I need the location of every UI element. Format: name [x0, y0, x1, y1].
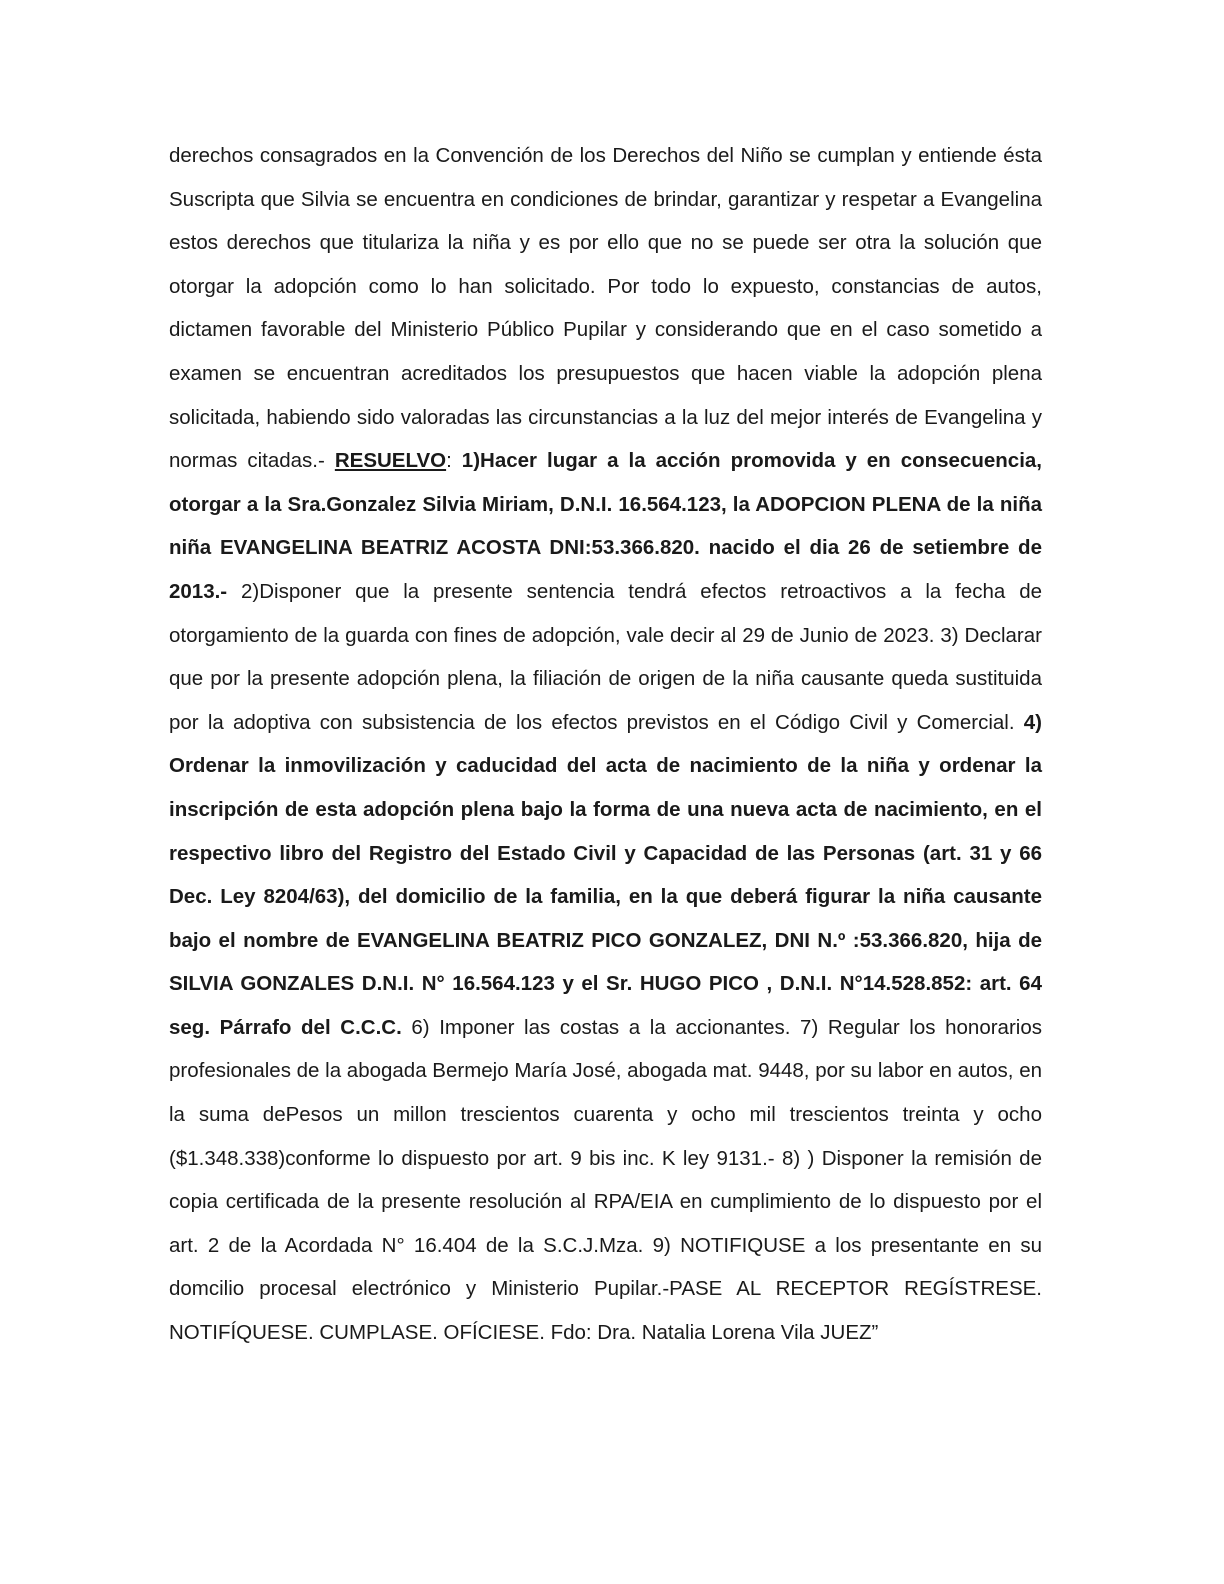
resuelvo-heading — [335, 449, 446, 472]
ruling-item-1: 1)Hacer lugar a la acción promovida y en consecuencia, otorgar a la Sra.Gonzalez Silvia Miriam, D.N.I. 16.564.123, la ADOPCION PLENA de la niña niña EVANGELINA BEATRIZ ACOSTA DNI:53.366.820. nacido el dia 26 de setiembre de 2013.- — [169, 449, 1042, 603]
ruling-items-2-3: 2)Disponer que la presente sentencia tendrá efectos retroactivos a la fecha de otorgamiento de la guarda con fines de adopción, vale decir al 29 de Junio de 2023. 3) Declarar que por la presente adopción plena, la filiación de origen de la niña causante queda sustituida por la adoptiva con subsistencia de los efectos previstos en el Código Civil y Comercial. — [169, 579, 1042, 734]
ruling-item-4: 4) Ordenar la inmovilización y caducidad del acta de nacimiento de la niña y ordenar la inscripción de esta adopción plena bajo la forma de una nueva acta de nacimiento, en el respectivo libro del Registro del Estado Civil y Capacidad de las Personas (art. 31 y 66 Dec. Ley 8204/63), del domicilio de la familia, en la que deberá figurar la niña causante bajo el nombre de EVANGELINA BEATRIZ PICO GONZALEZ, DNI N.º :53.366.820, hija de SILVIA GONZALES D.N.I. N° 16.564.123 y el Sr. HUGO PICO , D.N.I. N°14.528.852: art. 64 seg. Párrafo del C.C.C. — [169, 710, 1042, 1039]
ruling-items-6-9-signature: 6) Imponer las costas a la accionantes. 7) Regular los honorarios profesionales de la abogada Bermejo María José, abogada mat. 9448, por su labor en autos, en la suma dePesos un millon trescientos cuarenta y ocho mil trescientos treinta y ocho ($1.348.338)conforme lo dispuesto por art. 9 bis inc. K ley 9131.- 8) ) Disponer la remisión de copia certificada de la presente resolución al RPA/EIA en cumplimiento de lo dispuesto por el art. 2 de la Acordada N° 16.404 de la S.C.J.Mza. 9) NOTIFIQUSE a los presentante en su domcilio procesal electrónico y Ministerio Pupilar.-PASE AL RECEPTOR REGÍSTRESE. NOTIFÍQUESE. CUMPLASE. OFÍCIESE. Fdo: Dra. Natalia Lorena Vila JUEZ” — [169, 1015, 1042, 1345]
resuelvo-label: RESUELVO — [334, 449, 447, 473]
resolution-paragraph — [169, 134, 1042, 1355]
considerations-text: derechos consagrados en la Convención de los Derechos del Niño se cumplan y entiende ésta Suscripta que Silvia se encuentra en condiciones de brindar, garantizar y respetar a Evangelina estos derechos que titulariza la niña y es por ello que no se puede ser otra la solución que otorgar la adopción como lo han solicitado. Por todo lo expuesto, constancias de autos, dictamen favorable del Ministerio Público Pupilar y considerando que en el caso sometido a examen se encuentran acreditados los presupuestos que hacen viable la adopción plena solicitada, habiendo sido valoradas las circunstancias a la luz del mejor interés de Evangelina y normas citadas.- — [169, 144, 1042, 473]
resuelvo-colon: : — [446, 449, 462, 473]
